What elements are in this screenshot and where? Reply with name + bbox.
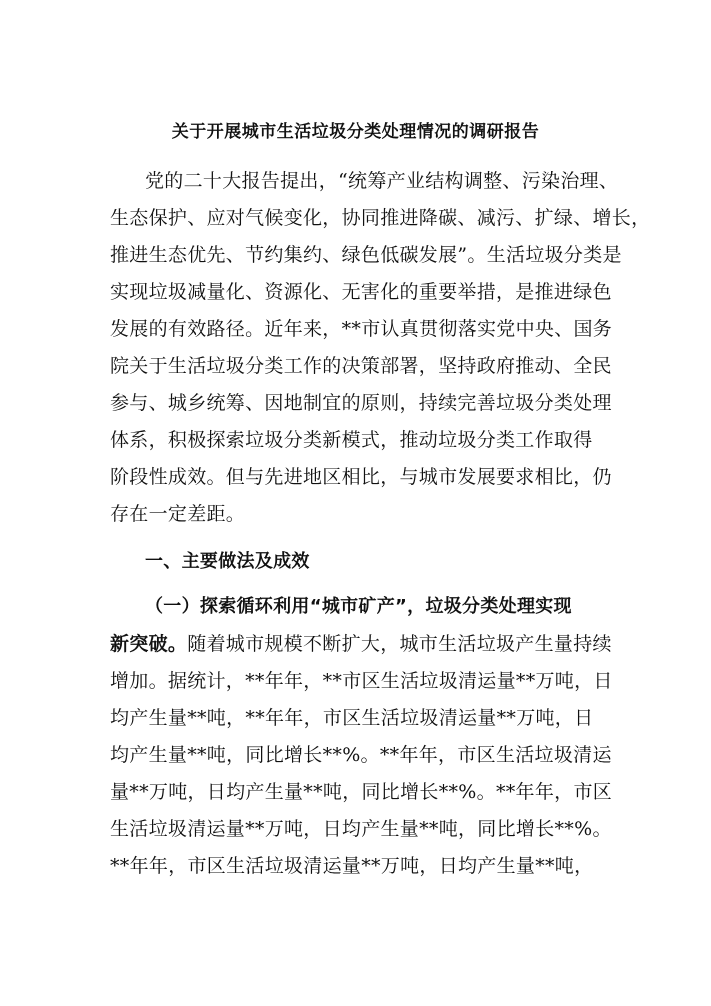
intro-line-6: 院关于生活垃圾分类工作的决策部署，坚持政府推动、全民 [110, 355, 612, 377]
body-line-6: **年年，市区生活垃圾清运量**万吨，日均产生量**吨， [110, 855, 594, 877]
intro-line-9: 阶段性成效。但与先进地区相比，与城市发展要求相比，仍 [110, 466, 612, 488]
body-line-1: 增加。据统计，**年年，**市区生活垃圾清运量**万吨，日 [110, 670, 613, 692]
intro-line-7: 参与、城乡统筹、因地制宜的原则，持续完善垃圾分类处理 [110, 392, 612, 414]
subsection-heading-end: 新突破。 [110, 633, 188, 655]
subsection-heading: （一）探索循环利用“城市矿产”，垃圾分类处理实现 [145, 596, 572, 617]
intro-line-3: 推进生态优先、节约集约、绿色低碳发展”。生活垃圾分类是 [110, 244, 622, 266]
subsection-line-2 [110, 632, 612, 656]
intro-line-5: 发展的有效路径。近年来，**市认真贯彻落实党中央、国务 [110, 318, 613, 340]
section-heading: 一、主要做法及成效 [145, 551, 310, 572]
body-line-4: 量**万吨，日均产生量**吨，同比增长**%。**年年，市区 [110, 781, 613, 803]
intro-line-2: 生态保护、应对气候变化，协同推进降碳、减污、扩绿、增长， [110, 207, 651, 229]
intro-line-8: 体系，积极探索垃圾分类新模式，推动垃圾分类工作取得 [110, 429, 593, 451]
body-line-2: 均产生量**吨，**年年，市区生活垃圾清运量**万吨，日 [110, 707, 594, 729]
subsection-text-start: 随着城市规模不断扩大，城市生活垃圾产生量持续 [187, 633, 612, 655]
intro-line-10: 存在一定差距。 [110, 503, 246, 525]
document-title: 关于开展城市生活垃圾分类处理情况的调研报告 [171, 122, 540, 142]
intro-line-1: 党的二十大报告提出，“统筹产业结构调整、污染治理、 [145, 170, 619, 192]
intro-line-4: 实现垃圾减量化、资源化、无害化的重要举措，是推进绿色 [110, 281, 612, 303]
body-line-3: 均产生量**吨，同比增长**%。**年年，市区生活垃圾清运 [110, 744, 612, 766]
body-line-5: 生活垃圾清运量**万吨，日均产生量**吨，同比增长**%。 [110, 818, 612, 840]
